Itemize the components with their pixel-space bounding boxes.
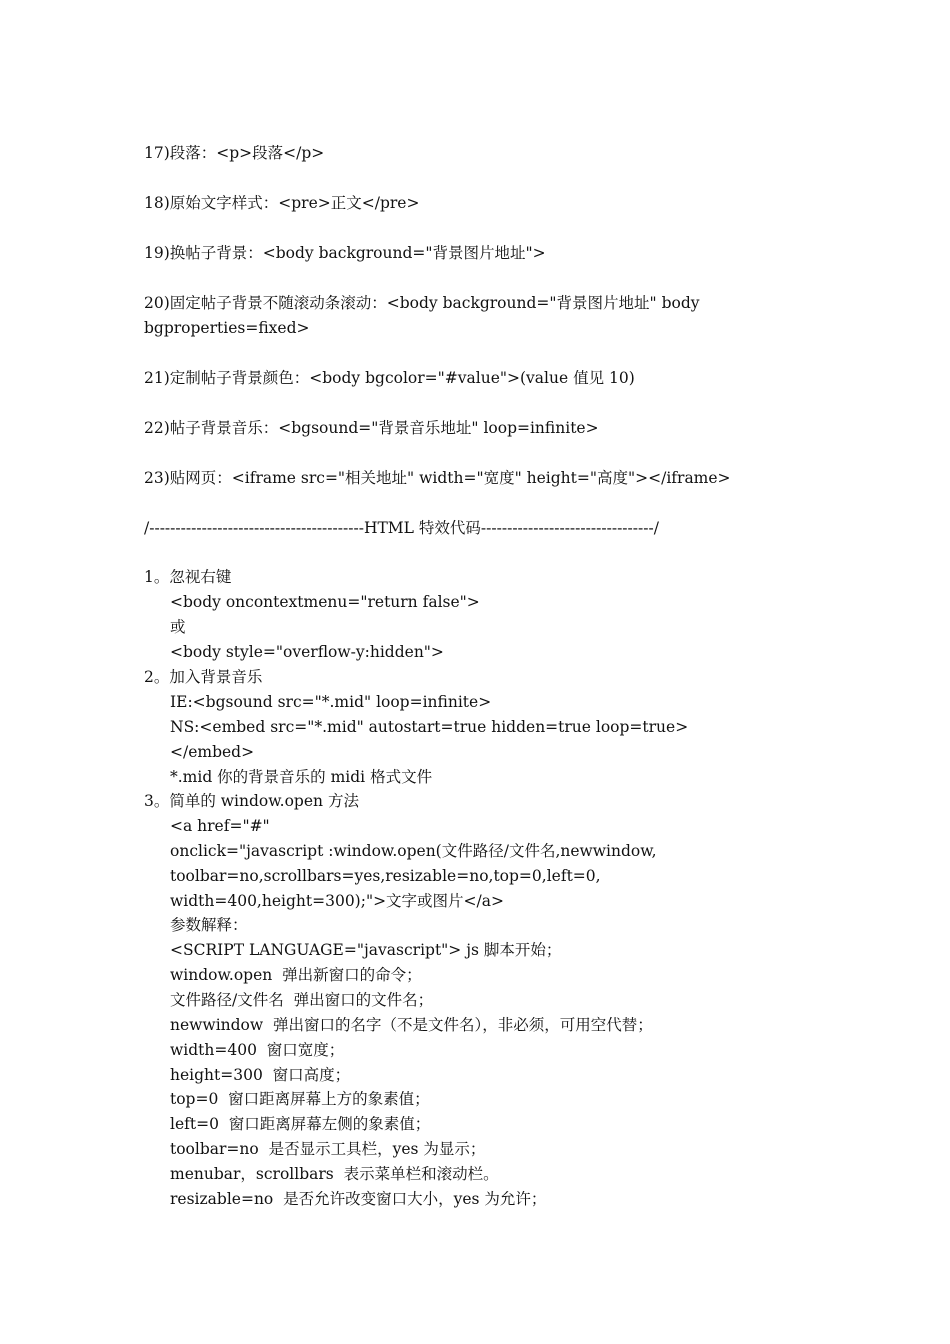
code-line: left=0 窗口距离屏幕左侧的象素值； <box>170 1115 431 1133</box>
code-line: newwindow 弹出窗口的名字（不是文件名），非必须，可用空代替； <box>170 1016 653 1034</box>
code-line: NS:<embed src="*.mid" autostart=true hidden=true loop=true> <box>170 718 689 736</box>
code-line: height=300 窗口高度； <box>170 1066 351 1084</box>
code-line: <body style="overflow-y:hidden"> <box>170 643 444 661</box>
code-line: 文件路径/文件名 弹出窗口的文件名； <box>170 991 434 1009</box>
list-item-heading: 2。加入背景音乐 <box>144 668 263 686</box>
code-line: onclick="javascript :window.open(文件路径/文件名,newwindow, <box>170 842 657 860</box>
section-divider: /-----------------------------------------HTML 特效代码---------------------------------/ <box>144 519 659 537</box>
text-line: 21)定制帖子背景颜色：<body bgcolor="#value">(value 值见 10) <box>144 369 635 387</box>
text-line: 18)原始文字样式：<pre>正文</pre> <box>144 194 420 212</box>
code-line: IE:<bgsound src="*.mid" loop=infinite> <box>170 693 492 711</box>
text-line: 23)贴网页：<iframe src="相关地址" width="宽度" height="高度"></iframe> <box>144 469 731 487</box>
code-line: toolbar=no 是否显示工具栏，yes 为显示； <box>170 1140 486 1158</box>
list-item-heading: 1。忽视右键 <box>144 568 232 586</box>
code-line: 参数解释： <box>170 916 248 934</box>
code-line: resizable=no 是否允许改变窗口大小，yes 为允许； <box>170 1190 547 1208</box>
list-item-heading: 3。简单的 window.open 方法 <box>144 792 359 810</box>
text-line: 17)段落：<p>段落</p> <box>144 144 325 162</box>
code-line: top=0 窗口距离屏幕上方的象素值； <box>170 1090 430 1108</box>
code-line: </embed> <box>170 743 255 761</box>
code-line: toolbar=no,scrollbars=yes,resizable=no,top=0,left=0, <box>170 867 601 885</box>
code-line: menubar，scrollbars 表示菜单栏和滚动栏。 <box>170 1165 499 1183</box>
code-line: <SCRIPT LANGUAGE="javascript"> js 脚本开始； <box>170 941 562 959</box>
code-line: 或 <box>170 618 186 636</box>
code-line: *.mid 你的背景音乐的 midi 格式文件 <box>170 768 433 786</box>
text-line: 20)固定帖子背景不随滚动条滚动：<body background="背景图片地址" body <box>144 294 700 312</box>
text-line: 22)帖子背景音乐：<bgsound="背景音乐地址" loop=infinite> <box>144 419 599 437</box>
text-line: 19)换帖子背景：<body background="背景图片地址"> <box>144 244 546 262</box>
code-line: <body oncontextmenu="return false"> <box>170 593 480 611</box>
code-line: window.open 弹出新窗口的命令； <box>170 966 422 984</box>
text-line: bgproperties=fixed> <box>144 319 310 337</box>
code-line: width=400 窗口宽度； <box>170 1041 345 1059</box>
code-line: width=400,height=300);">文字或图片</a> <box>170 892 504 910</box>
code-line: <a href="#" <box>170 817 270 835</box>
